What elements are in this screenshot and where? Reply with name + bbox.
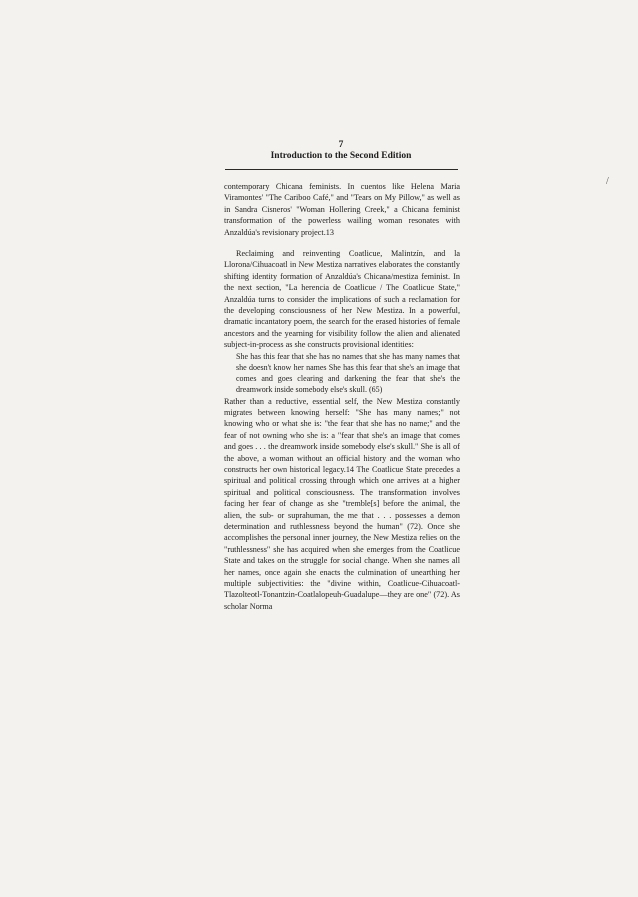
body-text [224,181,460,612]
running-head [226,140,456,162]
block-quote: She has this fear that she has no names that she has many names that she doesn't know her names She has this fear that she's an image that comes and goes clearing and darkening the fear that she's the dreamwork inside somebody else's skull. (65) [236,351,460,395]
paragraph-1: contemporary Chicana feminists. In cuentos like Helena Maria Viramontes' "The Cariboo Café," and "Tears on My Pillow," as well as in Sandra Cisneros' "Woman Hollering Creek," a Chicana feminist transformation of the powerless wailing woman resonates with Anzaldúa's revisionary project.13 [224,182,460,237]
paragraph-2: Reclaiming and reinventing Coatlicue, Malintzín, and la Llorona/Cihuacoatl in New Mestiza narratives elaborates the constantly shifting identity formation of Anzaldúa's Chicana/mestiza feminist. In the next section, "La herencia de Coatlicue / The Coatlicue State," Anzaldúa turns to consider the implications of such a reclamation for the developing consciousness of her New Mestiza. In a powerful, dramatic incantatory poem, the search for the erased histories of female ancestors and the yearning for visibility follow the alien and alienated subject-in-process as she constructs provisional identities: [224,249,460,350]
page-number: 7 [338,140,344,150]
header-rule [225,169,458,170]
running-title: Introduction to the Second Edition [270,151,412,161]
margin-mark: / [606,176,609,187]
paragraph-3: Rather than a reductive, essential self, the New Mestiza constantly migrates between knowing herself: "She has many names;" not knowing who or what she is: "the fear that she has no name;" and the fear of not owning who she is: a "fear that she's an image that comes and goes . . . the dreamwork inside somebody else's skull." She is all of the above, a woman without an official history and the woman who constructs her own historical legacy.14 The Coatlicue State precedes a spiritual and political crossing through which one arrives at a higher spiritual and political consciousness. The transformation involves facing her fear of change as she "tremble[s] before the animal, the alien, the sub- or suprahuman, the me that . . . possesses a demon determination and ruthlessness beyond the human" (72). Once she accomplishes the personal inner journey, the New Mestiza relies on the "ruthlessness" she has acquired when she emerges from the Coatlicue State and takes on the struggle for social change. When she names all her names, once again she enacts the culmination of unearthing her multiple subjectivities: the "divine within, Coatlicue-Cihuacoatl-Tlazolteotl-Tonantzin-Coatlalopeuh-Guadalupe—they are one" (72). As scholar Norma [224,396,460,611]
